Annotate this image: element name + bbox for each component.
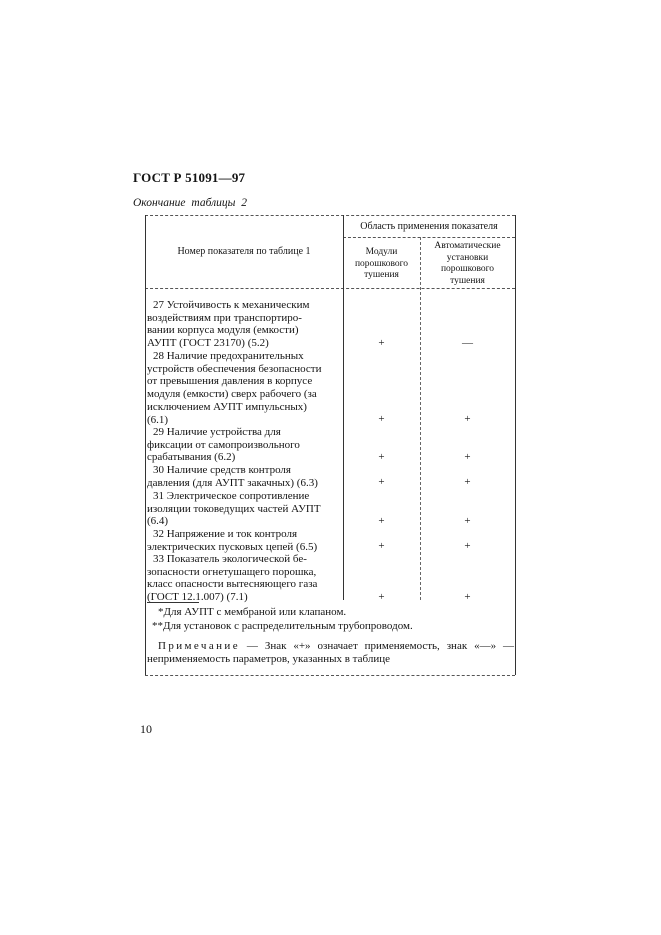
modules-mark: + — [378, 413, 385, 425]
header-modules: Модули порошкового тушения — [354, 247, 409, 280]
installations-mark: + — [464, 413, 471, 425]
table-bottom-border — [145, 675, 515, 676]
indicator-name: 29 Наличие устройства для фиксации от самопроизвольного срабатывания (6.2) — [147, 426, 300, 464]
modules-mark: + — [378, 540, 385, 552]
table-note — [147, 640, 514, 666]
header-group-divider — [343, 237, 515, 238]
footnote-2: **Для установок с распределительным трубопроводом. — [152, 620, 413, 632]
indicator-name: 27 Устойчивость к механическим воздействиям при транспортиро- вании корпуса модуля (емкости) АУПТ (ГОСТ 23170) (5.2) — [147, 299, 310, 350]
installations-mark: + — [464, 476, 471, 488]
document-title: ГОСТ Р 51091—97 — [133, 170, 246, 185]
installations-mark: + — [464, 451, 471, 463]
footnote-1: *Для АУПТ с мембраной или клапаном. — [158, 606, 347, 618]
note-text: — Знак «+» означает применяемость, знак «—» — неприменяемость параметров, указанных в таблице — [147, 640, 514, 665]
header-application-scope: Область применения показателя — [360, 221, 498, 232]
header-indicator-number: Номер показателя по таблице 1 — [177, 246, 311, 257]
modules-mark: + — [378, 451, 385, 463]
header-bottom-border — [145, 288, 515, 289]
table-left-border-lower — [145, 600, 146, 675]
table-right-border — [515, 215, 516, 675]
footnote-rule — [147, 602, 199, 603]
modules-mark: + — [378, 476, 385, 488]
modules-mark: + — [378, 515, 385, 527]
note-label: Примечание — [158, 640, 240, 652]
indicator-name: 31 Электрическое сопротивление изоляции токоведущих частей АУПТ (6.4) — [147, 490, 321, 528]
installations-mark: + — [464, 591, 471, 603]
indicator-name: 33 Показатель экологической бе- зопасности огнетушащего порошка, класс опасности вытесняющего газа (ГОСТ 12.1.007) (7.1) — [147, 553, 318, 604]
table-caption: Окончание таблицы 2 — [133, 197, 247, 209]
indicator-name: 32 Напряжение и ток контроля электрических пусковых цепей (6.5) — [147, 528, 318, 553]
installations-mark: + — [464, 515, 471, 527]
installations-mark: + — [464, 540, 471, 552]
modules-mark: + — [378, 337, 385, 349]
header-installations: Автоматические установки порошкового тушения — [434, 241, 501, 286]
installations-mark: — — [462, 337, 473, 349]
modules-mark: + — [378, 591, 385, 603]
page-number: 10 — [140, 722, 152, 736]
indicator-name: 28 Наличие предохранительных устройств обеспечения безопасности от превышения давления в корпусе модуля (емкости) сверх рабочего (за исключением АУПТ импульсных) (6.1) — [147, 350, 322, 426]
indicator-name: 30 Наличие средств контроля давления (для АУПТ закачных) (6.3) — [147, 464, 318, 489]
